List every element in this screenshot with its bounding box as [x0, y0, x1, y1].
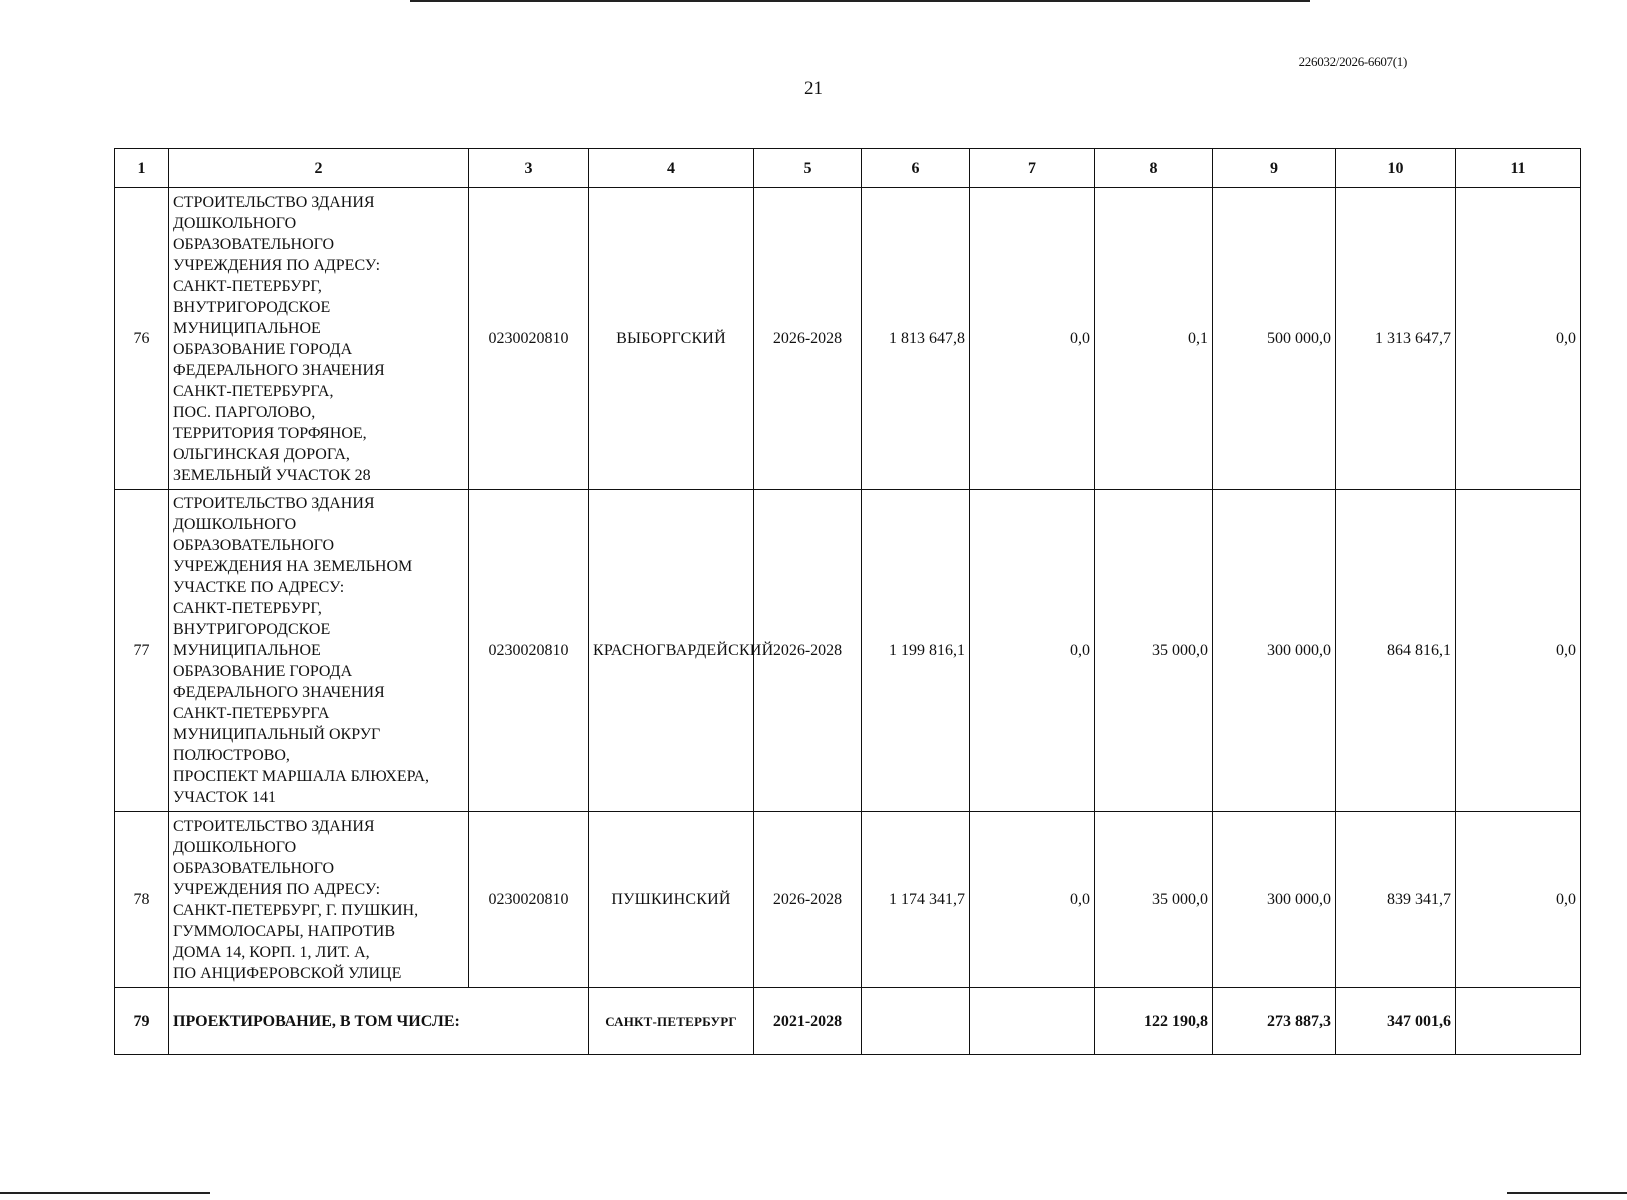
- value-col-9: 300 000,0: [1213, 490, 1336, 812]
- page-number: 21: [804, 78, 823, 99]
- value-col-10: 839 341,7: [1336, 812, 1456, 988]
- column-header: 5: [754, 149, 862, 188]
- name-line: СТРОИТЕЛЬСТВО ЗДАНИЯ: [173, 817, 375, 835]
- scan-bottom-border-right: [1507, 1192, 1627, 1194]
- value-col-7: [970, 988, 1095, 1055]
- column-header: 6: [862, 149, 970, 188]
- table-header-row: [115, 149, 1581, 188]
- document-number: 226032/2026-6607(1): [1298, 54, 1407, 69]
- name-line: САНКТ-ПЕТЕРБУРГ,: [173, 600, 322, 617]
- column-header: 10: [1336, 149, 1456, 188]
- name-line: ВНУТРИГОРОДСКОЕ: [173, 298, 331, 316]
- period: 2026-2028: [754, 188, 862, 490]
- column-header: 11: [1456, 149, 1581, 188]
- budget-code: 0230020810: [469, 188, 589, 490]
- name-line: ОБРАЗОВАТЕЛЬНОГО: [173, 537, 335, 554]
- value-col-8: 0,1: [1095, 188, 1213, 490]
- value-col-7: 0,0: [970, 490, 1095, 812]
- name-line: УЧРЕЖДЕНИЯ ПО АДРЕСУ:: [173, 256, 381, 274]
- value-col-7: 0,0: [970, 188, 1095, 490]
- name-line: ГУММОЛОСАРЫ, НАПРОТИВ: [173, 922, 395, 940]
- value-col-6: 1 199 816,1: [862, 490, 970, 812]
- table-row: [115, 188, 1581, 490]
- district: КРАСНОГВАРДЕЙСКИЙ: [589, 490, 754, 812]
- name-line: САНКТ-ПЕТЕРБУРГА: [173, 705, 330, 722]
- object-name: [169, 490, 469, 812]
- column-header: 7: [970, 149, 1095, 188]
- row-number: 79: [115, 988, 169, 1055]
- name-line: ПО АНЦИФЕРОВСКОЙ УЛИЦЕ: [173, 964, 402, 982]
- column-header: 1: [115, 149, 169, 188]
- value-col-9: 500 000,0: [1213, 188, 1336, 490]
- value-col-11: [1456, 988, 1581, 1055]
- period: 2026-2028: [754, 812, 862, 988]
- name-line: ОБРАЗОВАТЕЛЬНОГО: [173, 235, 335, 253]
- table-row: [115, 812, 1581, 988]
- column-header: 2: [169, 149, 469, 188]
- name-line: МУНИЦИПАЛЬНОЕ: [173, 642, 321, 659]
- name-line: САНКТ-ПЕТЕРБУРГ,: [173, 277, 322, 295]
- name-line: УЧАСТКЕ ПО АДРЕСУ:: [173, 579, 345, 596]
- name-line: ТЕРРИТОРИЯ ТОРФЯНОЕ,: [173, 424, 367, 442]
- district: ПУШКИНСКИЙ: [589, 812, 754, 988]
- value-col-6: 1 174 341,7: [862, 812, 970, 988]
- value-col-6: 1 813 647,8: [862, 188, 970, 490]
- object-name: [169, 188, 469, 490]
- name-line: САНКТ-ПЕТЕРБУРГ, Г. ПУШКИН,: [173, 901, 419, 919]
- name-line: ПОЛЮСТРОВО,: [173, 747, 290, 764]
- object-name: ПРОЕКТИРОВАНИЕ, В ТОМ ЧИСЛЕ:: [169, 988, 589, 1055]
- name-line: ОБРАЗОВАТЕЛЬНОГО: [173, 859, 335, 877]
- scan-top-border: [410, 0, 1310, 2]
- value-col-9: 273 887,3: [1213, 988, 1336, 1055]
- value-col-8: 122 190,8: [1095, 988, 1213, 1055]
- name-line: ЗЕМЕЛЬНЫЙ УЧАСТОК 28: [173, 466, 371, 484]
- value-col-8: 35 000,0: [1095, 812, 1213, 988]
- name-line: ДОШКОЛЬНОГО: [173, 516, 297, 533]
- name-line: ВНУТРИГОРОДСКОЕ: [173, 621, 331, 638]
- name-line: ДОМА 14, КОРП. 1, ЛИТ. А,: [173, 943, 370, 961]
- value-col-9: 300 000,0: [1213, 812, 1336, 988]
- table-row: [115, 490, 1581, 812]
- name-line: ОЛЬГИНСКАЯ ДОРОГА,: [173, 445, 350, 463]
- value-col-8: 35 000,0: [1095, 490, 1213, 812]
- name-line: ПРОСПЕКТ МАРШАЛА БЛЮХЕРА,: [173, 768, 429, 785]
- name-line: ПОС. ПАРГОЛОВО,: [173, 403, 316, 421]
- row-number: 77: [115, 490, 169, 812]
- value-col-11: 0,0: [1456, 490, 1581, 812]
- name-line: ДОШКОЛЬНОГО: [173, 214, 297, 232]
- value-col-11: 0,0: [1456, 812, 1581, 988]
- budget-code: 0230020810: [469, 490, 589, 812]
- row-number: 78: [115, 812, 169, 988]
- column-header: 8: [1095, 149, 1213, 188]
- column-header: 4: [589, 149, 754, 188]
- name-line: МУНИЦИПАЛЬНЫЙ ОКРУГ: [173, 726, 381, 743]
- name-line: ФЕДЕРАЛЬНОГО ЗНАЧЕНИЯ: [173, 361, 385, 379]
- name-line: СТРОИТЕЛЬСТВО ЗДАНИЯ: [173, 193, 375, 211]
- column-header: 3: [469, 149, 589, 188]
- name-line: УЧРЕЖДЕНИЯ НА ЗЕМЕЛЬНОМ: [173, 558, 413, 575]
- name-line: ФЕДЕРАЛЬНОГО ЗНАЧЕНИЯ: [173, 684, 385, 701]
- value-col-7: 0,0: [970, 812, 1095, 988]
- name-line: САНКТ-ПЕТЕРБУРГА,: [173, 382, 334, 400]
- object-name: [169, 812, 469, 988]
- name-line: УЧРЕЖДЕНИЯ ПО АДРЕСУ:: [173, 880, 381, 898]
- column-header: 9: [1213, 149, 1336, 188]
- scan-bottom-border-left: [0, 1192, 210, 1194]
- district: САНКТ-ПЕТЕРБУРГ: [589, 988, 754, 1055]
- name-line: УЧАСТОК 141: [173, 789, 276, 806]
- value-col-10: 1 313 647,7: [1336, 188, 1456, 490]
- name-line: МУНИЦИПАЛЬНОЕ: [173, 319, 321, 337]
- budget-table: [114, 148, 1581, 1055]
- table-row-total: [115, 988, 1581, 1055]
- name-line: СТРОИТЕЛЬСТВО ЗДАНИЯ: [173, 495, 375, 512]
- value-col-11: 0,0: [1456, 188, 1581, 490]
- value-col-10: 864 816,1: [1336, 490, 1456, 812]
- name-line: ОБРАЗОВАНИЕ ГОРОДА: [173, 340, 353, 358]
- value-col-10: 347 001,6: [1336, 988, 1456, 1055]
- district: ВЫБОРГСКИЙ: [589, 188, 754, 490]
- row-number: 76: [115, 188, 169, 490]
- budget-code: 0230020810: [469, 812, 589, 988]
- value-col-6: [862, 988, 970, 1055]
- period: 2021-2028: [754, 988, 862, 1055]
- name-line: ДОШКОЛЬНОГО: [173, 838, 297, 856]
- name-line: ОБРАЗОВАНИЕ ГОРОДА: [173, 663, 353, 680]
- period: 2026-2028: [754, 490, 862, 812]
